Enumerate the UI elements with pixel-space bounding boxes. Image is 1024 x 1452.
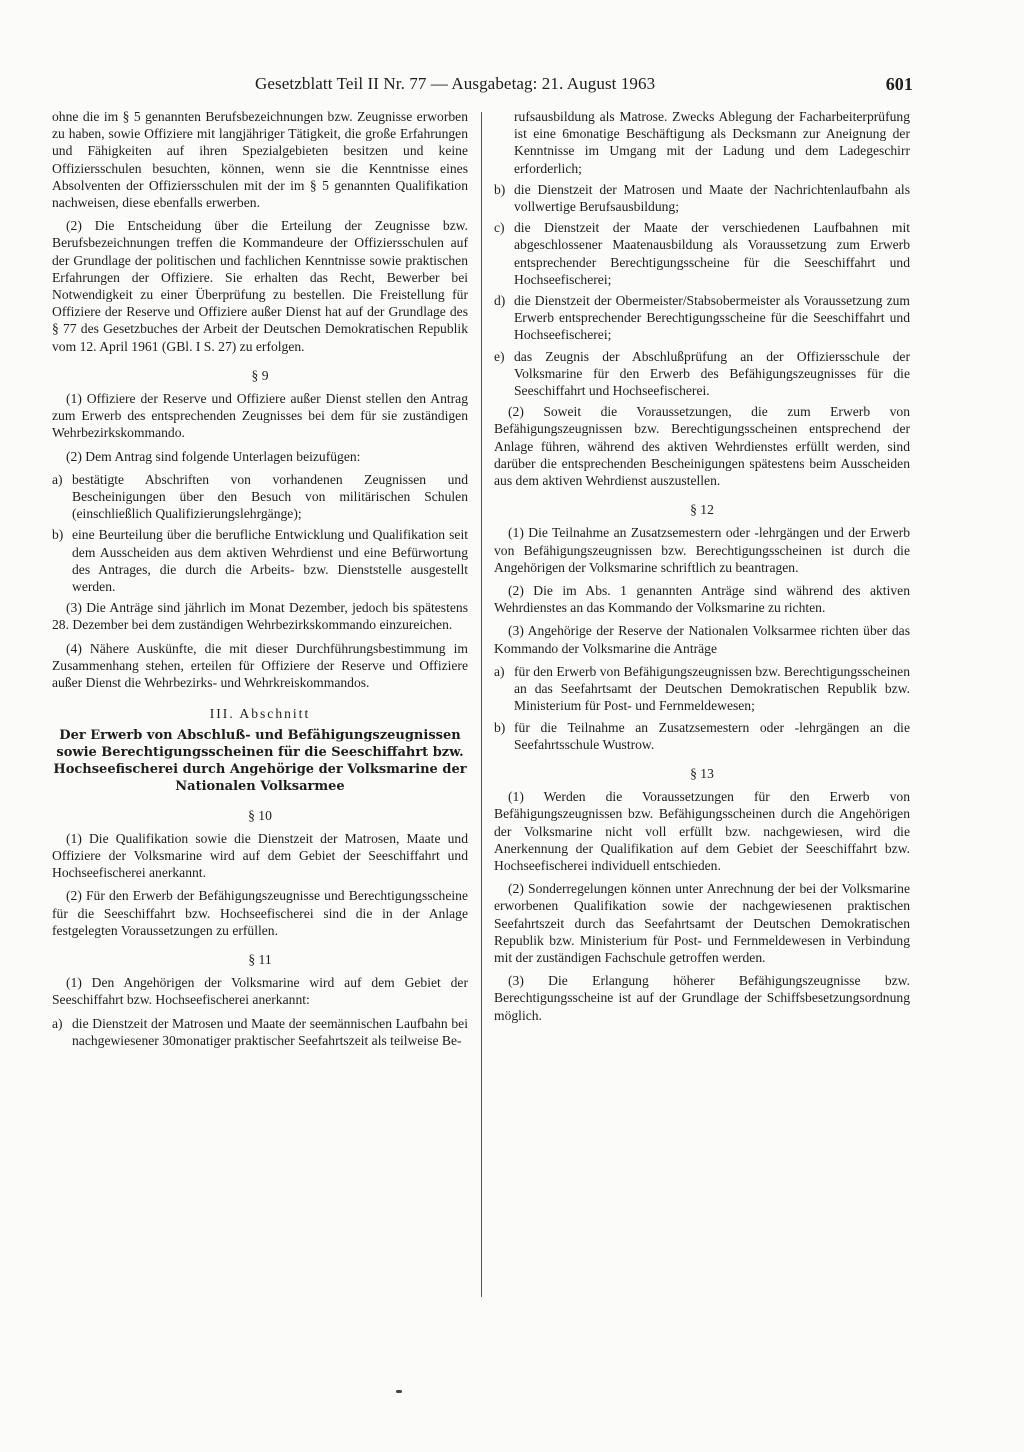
list-item xyxy=(52,1015,468,1049)
list-label: b) xyxy=(52,527,64,543)
list-text: das Zeugnis der Abschlußprüfung an der Offiziersschule der Volksmarine für den Erwerb des Befähigungszeugnisses für die Seeschiffahrt und Hochseefischerei. xyxy=(514,348,910,399)
list-label: e) xyxy=(494,348,505,364)
list-item xyxy=(494,292,910,344)
section-11-title: § 11 xyxy=(248,951,272,967)
list-item xyxy=(494,348,910,400)
column-divider xyxy=(481,112,482,1297)
list-item xyxy=(52,471,468,523)
list-label: a) xyxy=(494,663,505,679)
paragraph-s12-2: (2) Die im Abs. 1 genannten Anträge sind während des aktiven Wehrdienstes an das Kommando der Volksmarine zu richten. xyxy=(494,583,910,616)
paragraph-s9-2: (2) Dem Antrag sind folgende Unterlagen beizufügen: xyxy=(66,448,361,464)
list-text: die Dienstzeit der Maate der verschiedenen Laufbahnen mit abgeschlossener Maatenausbildung als Voraussetzung zum Erwerb entsprechender Berechtigungsscheine für die Seeschiffahrt und Hochseefischerei; xyxy=(514,220,910,287)
paragraph-s9-3: (3) Die Anträge sind jährlich im Monat Dezember, jedoch bis spätestens 28. Dezember bei dem zuständigen Wehrbezirkskommando einzureichen. xyxy=(52,600,468,633)
section-13-title: § 13 xyxy=(690,765,714,781)
page-header xyxy=(255,74,913,96)
paragraph-s12-3: (3) Angehörige der Reserve der Nationalen Volksarmee richten über das Kommando der Volksmarine die Anträge xyxy=(494,623,910,656)
section-10-title: § 10 xyxy=(248,807,272,823)
list-text: die Dienstzeit der Obermeister/Stabsobermeister als Voraussetzung zum Erwerb entsprechender Berechtigungsscheine für die Seeschiffahrt und Hochseefischerei; xyxy=(514,293,910,343)
list-label: a) xyxy=(52,471,63,487)
list-item xyxy=(494,719,910,753)
paragraph-s9-1: (1) Offiziere der Reserve und Offiziere außer Dienst stellen den Antrag zum Erwerb des entsprechenden Zeugnisses bei dem für sie zuständigen Wehrbezirkskommando. xyxy=(52,391,468,441)
list-text: die Dienstzeit der Matrosen und Maate der Nachrichtenlaufbahn als vollwertige Berufsausbildung; xyxy=(514,181,910,215)
list-label: d) xyxy=(494,293,506,309)
list-text: die Dienstzeit der Matrosen und Maate der seemännischen Laufbahn bei nachgewiesener 30monatiger praktischer Seefahrtszeit als teilweise Be- xyxy=(72,1015,468,1048)
header-title: Gesetzblatt Teil II Nr. 77 — Ausgabetag: 21. August 1963 xyxy=(255,74,656,93)
list-label: b) xyxy=(494,719,506,735)
list-item xyxy=(494,663,910,715)
list-label: c) xyxy=(494,220,505,236)
paragraph-s9-4: (4) Nähere Auskünfte, die mit dieser Durchführungsbestimmung im Zusammenhang stehen, erteilen für Offiziere der Reserve und Offiziere außer Dienst die Wehrbezirks- und Wehrkreiskommandos. xyxy=(52,640,468,691)
section-12-title: § 12 xyxy=(690,502,714,518)
paragraph-s12-1: (1) Die Teilnahme an Zusatzsemestern oder -lehrgängen und der Erwerb von Befähigungszeugnissen bzw. Berechtigungsscheinen ist durch die Angehörigen der Volksmarine schriftlich zu beantragen. xyxy=(494,525,910,575)
page-number: 601 xyxy=(885,74,913,94)
paragraph-s8-2: (2) Die Entscheidung über die Erteilung der Zeugnisse bzw. Berufsbezeichnungen treffen die Kommandeure der Offiziersschulen auf der Grundlage der politischen und fachlichen Kenntnisse sowie praktischen Erfahrungen der Offiziere. Sie erhalten das Recht, Bewerber bei Notwendigkeit zu einer Überprüfung zu bestellen. Die Freistellung für Offiziere der Reserve und Offiziere außer Dienst hat auf der Grundlage des § 77 des Gesetzbuches der Arbeit der Deutschen Demokratischen Republik vom 12. April 1961 (GBl. I S. 27) zu erfolgen. xyxy=(52,218,468,354)
paragraph-s10-2: (2) Für den Erwerb der Befähigungszeugnisse und Berechtigungsscheine für die Seeschiffahrt bzw. Hochseefischerei sind die in der Anlage festgelegten Voraussetzungen zu erfüllen. xyxy=(52,888,468,938)
print-speck xyxy=(396,1390,402,1393)
section-9-title: § 9 xyxy=(251,367,269,383)
paragraph-s11-2: (2) Soweit die Voraussetzungen, die zum Erwerb von Befähigungszeugnissen bzw. Berechtigungsscheinen entsprechend der Anlage führen, während des aktiven Wehrdienstes erfüllt werden, sind darüber die entsprechenden Bescheinigungen spätestens beim Ausscheiden aus dem aktiven Wehrdienst auszustellen. xyxy=(494,404,910,489)
paragraph-s10-1: (1) Die Qualifikation sowie die Dienstzeit der Matrosen, Maate und Offiziere der Volksmarine wird auf dem Gebiet der Seeschiffahrt und Hochseefischerei anerkannt. xyxy=(52,830,468,881)
list-text: für die Teilnahme an Zusatzsemestern oder -lehrgängen an die Seefahrtsschule Wustrow. xyxy=(514,719,910,752)
abschnitt-title: III. Abschnitt xyxy=(209,706,311,722)
list-label: a) xyxy=(52,1015,63,1031)
list-item xyxy=(494,181,910,215)
paragraph-continued: ohne die im § 5 genannten Berufsbezeichnungen bzw. Zeugnisse erworben zu haben, sowie Offiziere mit langjähriger Tätigkeit, die große Erfahrungen und Fähigkeiten auf ihren Spezialgebieten besitzen und keine Offiziersschulen besuchten, können, wenn sie die Kenntnisse eines Absolventen der Offiziersschulen mit der im § 5 genannten Qualifikation nachweisen, diese ebenfalls erwerben. xyxy=(52,109,468,211)
list-item xyxy=(494,219,910,288)
paragraph-s11-1: (1) Den Angehörigen der Volksmarine wird auf dem Gebiet der Seeschiffahrt bzw. Hochseefischerei anerkannt: xyxy=(52,975,468,1008)
left-column xyxy=(52,108,468,1053)
list-label: b) xyxy=(494,181,506,197)
paragraph-s13-2: (2) Sonderregelungen können unter Anrechnung der bei der Volksmarine erworbenen Qualifikation sowie der nachgewiesenen praktischen Seefahrtszeit durch das Seefahrtsamt der Deutschen Demokratischen Republik bzw. Ministerium für Post- und Fernmeldewesen in Verbindung mit der zuständigen Fachschule getroffen werden. xyxy=(494,881,910,965)
paragraph-s13-1: (1) Werden die Voraussetzungen für den Erwerb von Befähigungszeugnissen bzw. Befähigungsscheinen durch die Angehörigen der Volksmarine nicht voll erfüllt bzw. nachgewiesen, wird die Anerkennung der Qualifikation auf dem Gebiet der Seeschiffahrt bzw. Hochseefischerei individuell entschieden. xyxy=(494,789,910,873)
list-text: bestätigte Abschriften von vorhandenen Zeugnissen und Bescheinigungen über den Besuch von militärischen Schulen (einschließlich Qualifizierungslehrgänge); xyxy=(72,471,468,522)
list-item-continued xyxy=(494,108,910,177)
list-text: rufsausbildung als Matrose. Zwecks Ablegung der Facharbeiterprüfung ist eine 6monatige Beschäftigung als Decksmann zur Aneignung der Kenntnisse im Umgang mit der Ladung und dem Ladegeschirr erforderlich; xyxy=(514,109,910,176)
abschnitt-heading: Der Erwerb von Abschluß- und Befähigungszeugnissen sowie Berechtigungsscheinen für die Seeschiffahrt bzw. Hochseefischerei durch Angehörige der Volksmarine der Nationalen Volksarmee xyxy=(53,727,467,794)
list-text: für den Erwerb von Befähigungszeugnissen bzw. Berechtigungsscheinen an das Seefahrtsamt der Deutschen Demokratischen Republik bzw. Ministerium für Post- und Fernmeldewesen; xyxy=(514,663,910,714)
list-text: eine Beurteilung über die berufliche Entwicklung und Qualifikation seit dem Ausscheiden aus dem aktiven Wehrdienst und eine Befürwortung des Antrages, die durch die Arbeits- bzw. Dienststelle ausgestellt werden. xyxy=(72,527,468,595)
list-item xyxy=(52,526,468,595)
paragraph-s13-3: (3) Die Erlangung höherer Befähigungszeugnisse bzw. Berechtigungsscheine ist auf der Grundlage der Schiffsbesetzungsordnung möglich. xyxy=(494,973,910,1023)
right-column xyxy=(494,108,910,1030)
